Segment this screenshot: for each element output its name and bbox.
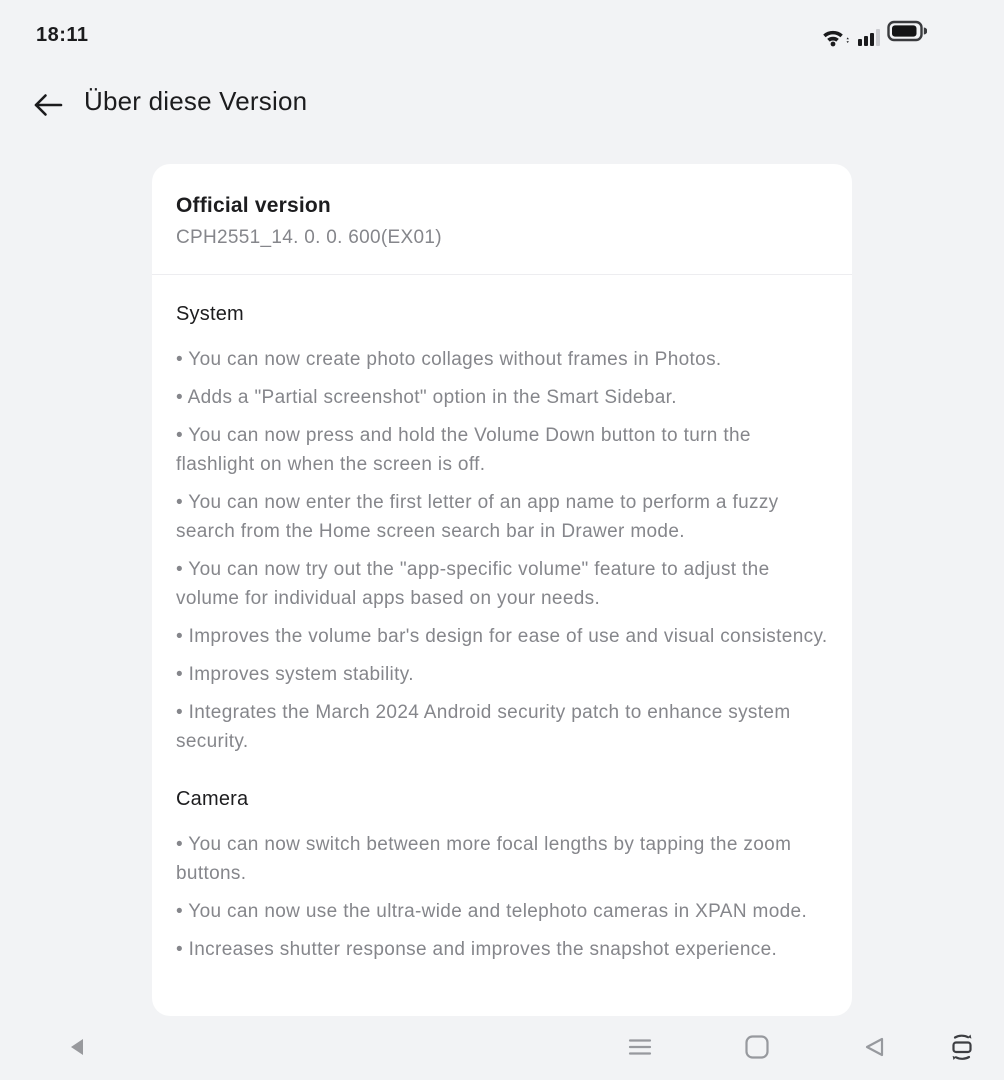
version-info-card [152,164,852,1016]
changelog-item: • You can now try out the "app-specific volume" feature to adjust the volume for individual apps based on your needs. [176,559,770,609]
section-heading-system: System [176,303,244,325]
header [0,84,1004,128]
square-icon [744,1034,770,1063]
changelog-item: • Increases shutter response and improves the snapshot experience. [176,939,778,960]
filled-back-triangle-icon [69,1037,85,1060]
camera-changelog-list [176,830,828,964]
system-section [176,303,828,756]
changelog-item: • Improves system stability. [176,664,414,685]
rotate-screen-button[interactable] [945,1031,979,1065]
changelog-item: • You can now create photo collages without frames in Photos. [176,349,722,370]
back-arrow-icon [32,106,64,121]
navigation-bar [0,1016,1004,1080]
changelog-item: • You can now enter the first letter of an app name to perform a fuzzy search from the Home screen search bar in Drawer mode. [176,492,779,542]
status-bar [0,0,1004,60]
triangle-back-icon [862,1035,888,1062]
system-changelog-list [176,345,828,756]
nav-back-button[interactable] [858,1031,892,1065]
nav-menu-button[interactable] [623,1031,657,1065]
changelog-item: • You can now use the ultra-wide and telephoto cameras in XPAN mode. [176,901,808,922]
clock: 18:11 [36,24,89,46]
changelog-item: • Adds a "Partial screenshot" option in the Smart Sidebar. [176,387,677,408]
build-number: CPH2551_14. 0. 0. 600(EX01) [176,227,442,248]
back-button[interactable] [28,87,68,125]
section-heading-camera: Camera [176,788,249,810]
status-icons [821,25,927,47]
menu-lines-icon [628,1036,652,1061]
wifi-icon [821,27,851,47]
changelog-item: • Integrates the March 2024 Android security patch to enhance system security. [176,702,791,752]
side-back-button[interactable] [60,1031,94,1065]
changelog-item: • You can now switch between more focal lengths by tapping the zoom buttons. [176,834,792,884]
battery-icon [887,20,927,47]
cellular-signal-icon [858,29,880,47]
page-title: Über diese Version [84,86,308,116]
changelog-item: • You can now press and hold the Volume Down button to turn the flashlight on when the screen is off. [176,425,751,475]
official-version-label: Official version [176,194,331,217]
divider [152,274,852,275]
changelog-item: • Improves the volume bar's design for ease of use and visual consistency. [176,626,828,647]
rotate-screen-icon [947,1032,977,1065]
camera-section [176,788,828,964]
nav-home-button[interactable] [740,1031,774,1065]
